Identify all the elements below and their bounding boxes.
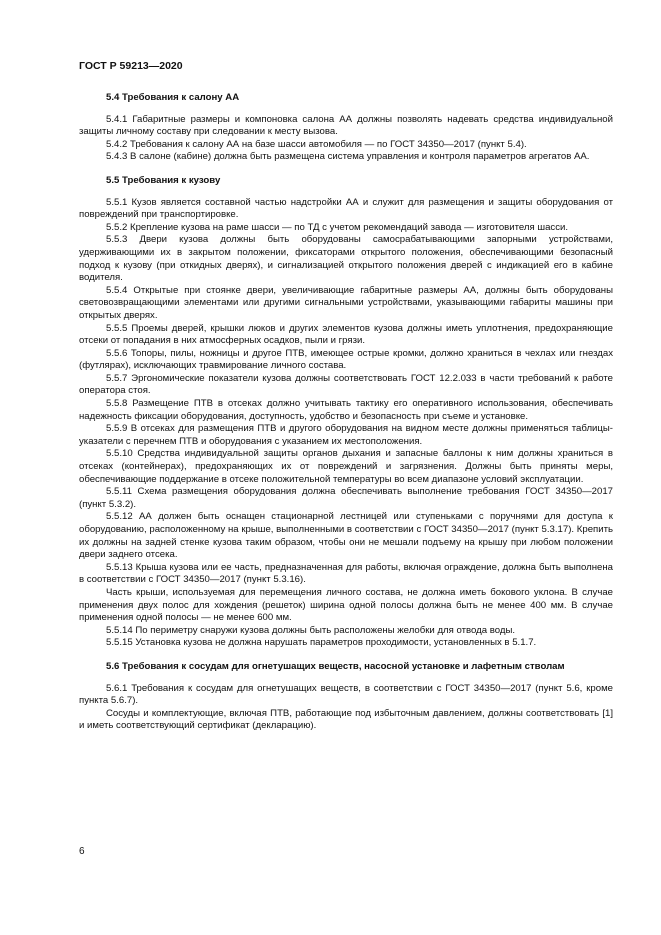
document-body <box>79 92 613 733</box>
paragraph: 5.5.1 Кузов является составной частью надстройки АА и служит для размещения и защиты оборудования от повреждений при транспортировке. <box>79 196 613 221</box>
section-title-5-4: 5.4 Требования к салону АА <box>106 92 240 103</box>
paragraph: 5.5.13 Крыша кузова или ее часть, предназначенная для работы, включая ограждение, должна быть выполнена в соответствии с ГОСТ 34350—2017 (пункт 5.3.16). <box>79 561 613 586</box>
paragraph: 5.5.7 Эргономические показатели кузова должны соответствовать ГОСТ 12.2.033 в части требований к работе оператора стоя. <box>79 372 613 397</box>
paragraph: 5.6.1 Требования к сосудам для огнетушащих веществ, в соответствии с ГОСТ 34350—2017 (пункт 5.6, кроме пункта 5.6.7). <box>79 682 613 707</box>
paragraph: 5.5.15 Установка кузова не должна нарушать параметров проходимости, установленных в 5.1.7. <box>106 637 537 649</box>
paragraph: Сосуды и комплектующие, включая ПТВ, работающие под избыточным давлением, должны соответствовать [1] и иметь соответствующий сертификат (декларацию). <box>79 707 613 732</box>
paragraph: 5.5.2 Крепление кузова на раме шасси — по ТД с учетом рекомендаций завода — изготовителя шасси. <box>106 221 569 233</box>
paragraph: 5.5.14 По периметру снаружи кузова должны быть расположены желобки для отвода воды. <box>106 624 516 636</box>
paragraph: Часть крыши, используемая для перемещения личного состава, не должна иметь бокового уклона. В случае применения двух полос для хождения (решеток) ширина одной полосы должна быть не менее 400 мм. В случае применения одной полосы — не менее 600 мм. <box>79 586 613 624</box>
paragraph: 5.5.9 В отсеках для размещения ПТВ и другого оборудования на видном месте должны применяться таблицы-указатели с перечнем ПТВ и оборудования с указанием их местоположения. <box>79 423 613 447</box>
paragraph: 5.5.4 Открытые при стоянке двери, увеличивающие габаритные размеры АА, должны быть оборудованы световозвращающими элементами или другими сигнальными устройствами, указывающими габариты машины при открытых дверях. <box>79 284 613 321</box>
paragraph: 5.5.5 Проемы дверей, крышки люков и других элементов кузова должны иметь уплотнения, предохраняющие отсеки от попадания в них атмосферных осадков, пыли и грязи. <box>79 322 613 347</box>
paragraph: 5.4.2 Требования к салону АА на базе шасси автомобиля — по ГОСТ 34350—2017 (пункт 5.4). <box>106 138 527 150</box>
document-header: ГОСТ Р 59213—2020 <box>79 60 183 72</box>
paragraph: 5.4.3 В салоне (кабине) должна быть размещена система управления и контроля параметров агрегатов АА. <box>106 151 590 163</box>
paragraph: 5.5.10 Средства индивидуальной защиты органов дыхания и запасные баллоны к ним должны храниться в отсеках (контейнерах), предохраняющих их от повреждений и загрязнения. Должны быть приняты меры, обеспечивающие поддержание в отсеке положительной температуры во всем диапазоне условий эксплуатации. <box>79 448 613 485</box>
paragraph: 5.5.8 Размещение ПТВ в отсеках должно учитывать тактику его оперативного использования, обеспечивать надежность фиксации оборудования, доступность, удобство и безопасность при съеме и установке. <box>79 398 613 422</box>
section-title-5-5: 5.5 Требования к кузову <box>106 174 221 186</box>
paragraph: 5.4.1 Габаритные размеры и компоновка салона АА должны позволять надевать средства индивидуальной защиты личному составу при следовании к месту вызова. <box>79 113 613 138</box>
paragraph: 5.5.3 Двери кузова должны быть оборудованы самосрабатывающими запорными устройствами, удерживающими их в закрытом положении, фиксаторами открытого положения, обеспечивающими безопасный подход к кузову (при откидных дверях), и сигнализацией открытого положения дверей с индикацией его в кабине водителя. <box>79 234 613 284</box>
page-number: 6 <box>79 846 85 857</box>
section-title-5-6: 5.6 Требования к сосудам для огнетушащих веществ, насосной установке и лафетным стволам <box>106 660 565 672</box>
paragraph: 5.5.6 Топоры, пилы, ножницы и другое ПТВ, имеющее острые кромки, должно храниться в чехлах или гнездах (футлярах), исключающих травмирование личного состава. <box>79 347 613 372</box>
paragraph: 5.5.12 АА должен быть оснащен стационарной лестницей или ступеньками с поручнями для доступа к оборудованию, расположенному на крыше, выполненными в соответствии с ГОСТ 34350—2017 (пункт 5.3.17). Крепить их должны на задней стенке кузова таким образом, чтобы они не мешали подъему на крышу при любом положении двери заднего отсека. <box>79 511 613 561</box>
paragraph: 5.5.11 Схема размещения оборудования должна обеспечивать выполнение требования ГОСТ 34350—2017 (пункт 5.3.2). <box>79 486 613 510</box>
